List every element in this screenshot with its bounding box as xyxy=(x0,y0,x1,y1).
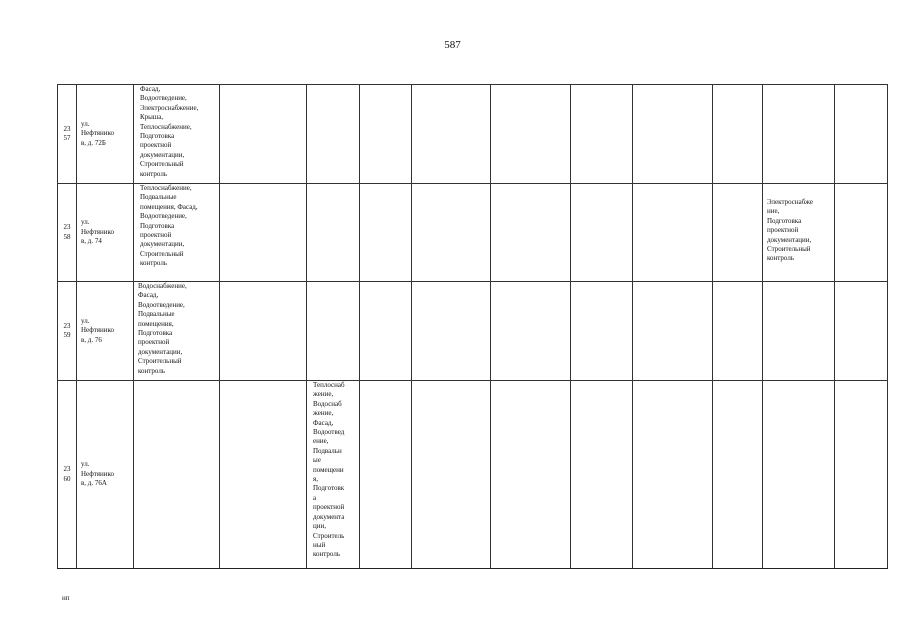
empty-cell xyxy=(491,184,571,282)
address-cell: ул. Нефтянико в, д. 76А xyxy=(81,460,115,488)
empty-cell xyxy=(713,184,763,282)
row-number: 23 59 xyxy=(63,321,71,339)
empty-cell xyxy=(220,381,307,569)
footer-mark: нп xyxy=(62,594,70,602)
empty-cell xyxy=(571,381,633,569)
empty-cell xyxy=(360,381,412,569)
table-row xyxy=(58,85,888,184)
empty-cell xyxy=(835,381,888,569)
empty-cell xyxy=(360,85,412,184)
address-cell: ул. Нефтянико в, д. 72Б xyxy=(81,119,115,147)
empty-cell xyxy=(571,85,633,184)
table-row xyxy=(58,381,888,569)
row-number: 23 57 xyxy=(63,124,71,142)
address-cell: ул. Нефтянико в, д. 74 xyxy=(81,218,115,246)
row-number: 23 60 xyxy=(63,465,71,483)
capital-repair-table xyxy=(57,84,888,569)
works-cell: Фасад, Водоотведение, Электроснабжение, Крыша, Теплоснабжение, Подготовка проектной документации, Строительный контроль xyxy=(140,85,199,178)
empty-cell xyxy=(571,184,633,282)
empty-cell xyxy=(491,282,571,381)
empty-cell xyxy=(220,85,307,184)
empty-cell xyxy=(633,85,713,184)
empty-cell xyxy=(412,381,491,569)
empty-cell xyxy=(713,381,763,569)
empty-cell xyxy=(713,85,763,184)
empty-cell xyxy=(633,282,713,381)
empty-cell xyxy=(412,85,491,184)
empty-cell xyxy=(491,85,571,184)
works-cell: Электроснабже ние, Подготовка проектной документации, Строительный контроль xyxy=(767,198,813,263)
empty-cell xyxy=(360,282,412,381)
empty-cell xyxy=(835,85,888,184)
empty-cell xyxy=(633,381,713,569)
empty-cell xyxy=(713,282,763,381)
empty-cell xyxy=(571,282,633,381)
page-number: 587 xyxy=(444,39,461,51)
works-cell: Теплоснабжение, Подвальные помещения, Фасад, Водоотведение, Подготовка проектной документации, Строительный контроль xyxy=(140,184,198,268)
empty-cell xyxy=(412,184,491,282)
empty-cell xyxy=(633,184,713,282)
empty-cell xyxy=(835,184,888,282)
empty-cell xyxy=(835,282,888,381)
empty-cell xyxy=(360,184,412,282)
works-cell: Водоснабжение, Фасад, Водоотведение, Подвальные помещения, Подготовка проектной документации, Строительный контроль xyxy=(138,282,187,375)
empty-cell xyxy=(220,184,307,282)
works-cell: Теплоснаб жение, Водоснаб жение, Фасад, Водоотвед ение, Подвальн ые помещени я, Подготовк а проектной документа ции, Строитель ный контроль xyxy=(313,381,345,559)
address-cell: ул. Нефтянико в, д. 76 xyxy=(81,316,115,344)
table-row xyxy=(58,282,888,381)
row-number: 23 58 xyxy=(63,223,71,241)
table-row xyxy=(58,184,888,282)
empty-cell xyxy=(412,282,491,381)
empty-cell xyxy=(220,282,307,381)
empty-cell xyxy=(491,381,571,569)
